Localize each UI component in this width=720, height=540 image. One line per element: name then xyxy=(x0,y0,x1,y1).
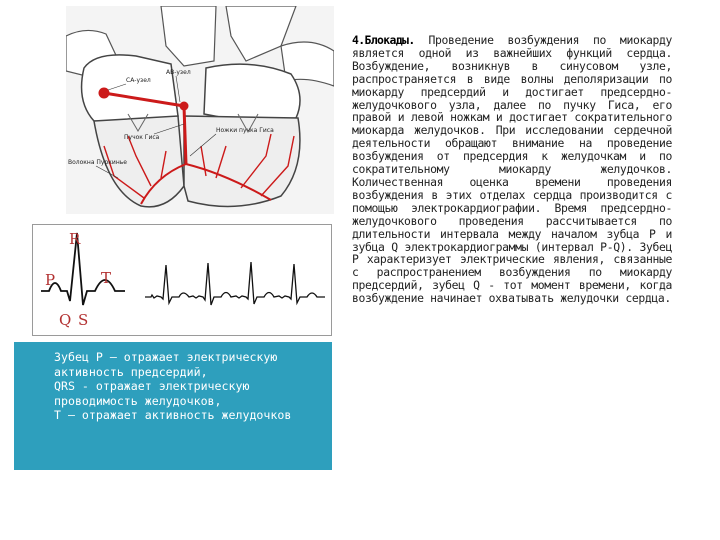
legend-text xyxy=(54,350,328,423)
wave-r-label: R xyxy=(69,230,81,248)
legend-t-wave: T – отражает активность желудочков xyxy=(54,408,292,422)
ecg-rhythm-strip xyxy=(145,262,325,305)
wave-p-label: P xyxy=(45,271,56,289)
sa-node-dot xyxy=(99,88,110,99)
ecg-svg xyxy=(33,225,331,335)
ecg-labeled-complex xyxy=(41,233,125,305)
heart-conduction-diagram xyxy=(66,6,334,214)
wave-s-label: S xyxy=(78,311,89,329)
purkinje-label: Волокна Пуркинье xyxy=(68,159,127,166)
av-node-dot xyxy=(180,102,189,111)
legend-qrs: QRS - отражает электрическую проводимость желудочков, xyxy=(54,379,250,408)
wave-t-label: T xyxy=(101,269,112,287)
right-atrium xyxy=(82,55,178,124)
article-heading: 4.Блокады. xyxy=(352,33,415,47)
his-legs-label: Ножки пучка Гиса xyxy=(216,127,274,134)
his-bundle-label: Пучок Гиса xyxy=(124,134,160,141)
article-body: Проведение возбуждения по миокарду является одной из важнейших функций сердца. Возбуждение, возникнув в синусовом узле, распространяется в виде волны деполяризации по миокарду предсердий и достигает предсердно-желудочкового узла, далее по пучку Гиса, его правой и левой ножкам и достигает сократительного миокарда желудочков. При исследовании сердечной деятельности обращают внимание на проведение возбуждения от предсердия к желудочкам и по сократительному миокарду желудочков. Количественная оценка времени проведения возбуждения в этих отделах сердца производится с помощью электрокардиографии. Время предсердно-желудочкового проведения рассчитывается по длительности интервала между началом зубца P и зубца Q электрокардиограммы (интервал P-Q). Зубец P характеризует электрические явления, связанные с распространением возбуждения по миокарду предсердий, зубец Q - тот момент времени, когда возбуждение начинает охватывать желудочки сердца. xyxy=(352,33,672,306)
his-bundle-line xyxy=(184,106,186,164)
left-atrium xyxy=(204,64,300,121)
article-text xyxy=(352,34,672,305)
legend-p-wave: Зубец P – отражает электрическую активность предсердий, xyxy=(54,350,278,379)
wave-q-label: Q xyxy=(59,311,72,329)
ecg-panel xyxy=(32,224,332,336)
av-node-label: АВ-узел xyxy=(166,69,191,76)
legend-box xyxy=(14,342,332,470)
sa-node-label: СА-узел xyxy=(126,77,151,84)
